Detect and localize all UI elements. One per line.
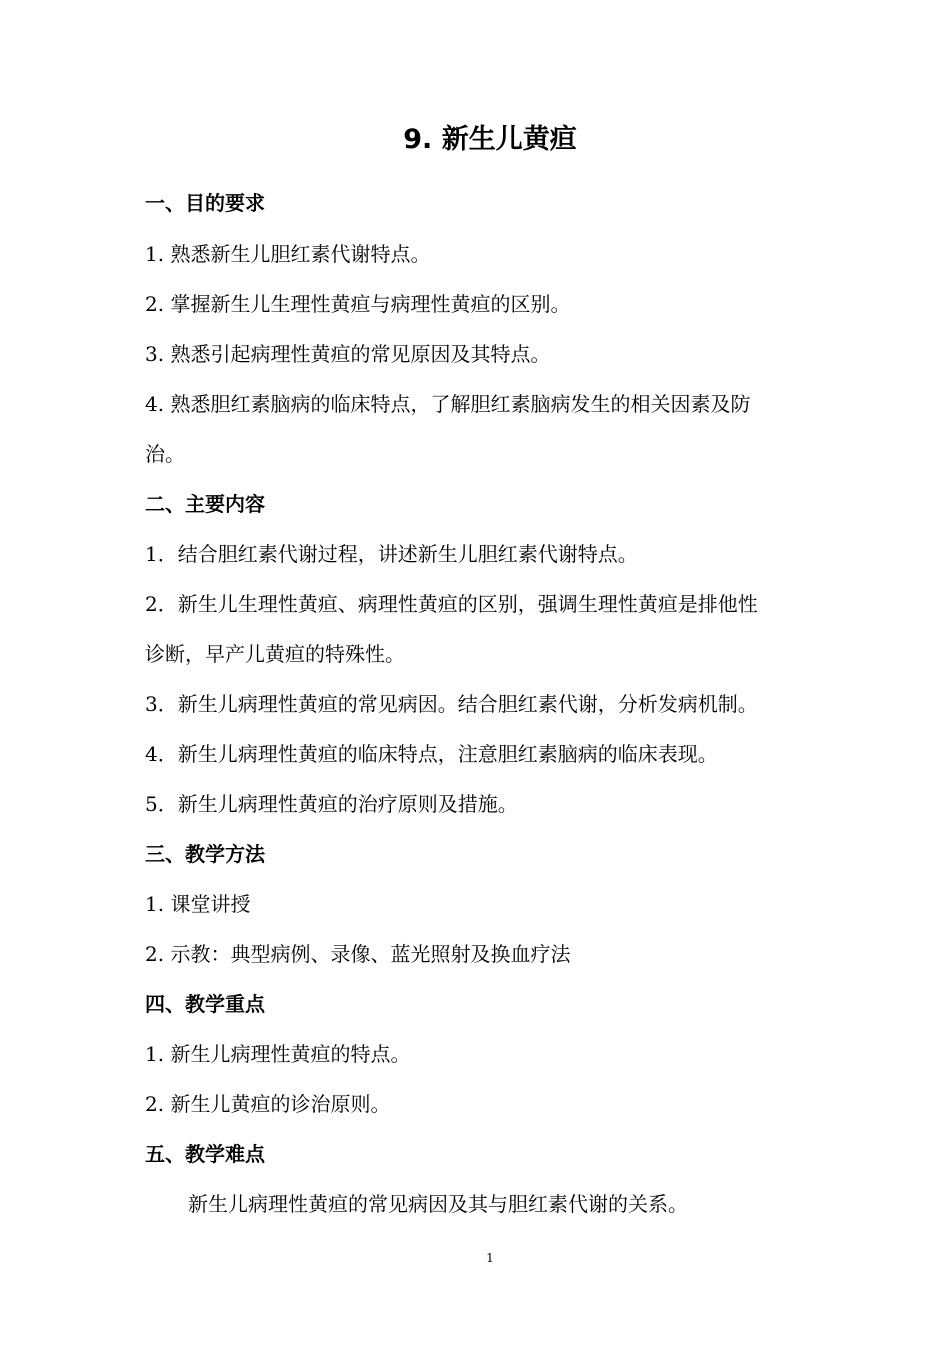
- paragraph-line: 2. 示教：典型病例、录像、蓝光照射及换血疗法: [145, 942, 571, 966]
- section-heading-main-content: 二、主要内容: [145, 492, 265, 516]
- paragraph-line: 诊断，早产儿黄疸的特殊性。: [145, 642, 405, 666]
- paragraph-line: 2. 新生儿黄疸的诊治原则。: [145, 1092, 391, 1116]
- paragraph-line: 4．新生儿病理性黄疸的临床特点，注意胆红素脑病的临床表现。: [145, 742, 718, 766]
- paragraph-line: 1．结合胆红素代谢过程，讲述新生儿胆红素代谢特点。: [145, 542, 638, 566]
- section-heading-teaching-methods: 三、教学方法: [145, 842, 265, 866]
- paragraph-line: 3．新生儿病理性黄疸的常见病因。结合胆红素代谢，分析发病机制。: [145, 692, 758, 716]
- paragraph-line: 2. 掌握新生儿生理性黄疸与病理性黄疸的区别。: [145, 292, 571, 316]
- paragraph-line: 4. 熟悉胆红素脑病的临床特点，了解胆红素脑病发生的相关因素及防: [145, 392, 751, 416]
- page-number: 1: [486, 1251, 494, 1265]
- document-title: 9. 新生儿黄疸: [403, 124, 577, 155]
- paragraph-line: 2．新生儿生理性黄疸、病理性黄疸的区别，强调生理性黄疸是排他性: [145, 592, 758, 616]
- section-heading-key-points: 四、教学重点: [145, 992, 265, 1016]
- paragraph-line: 1. 熟悉新生儿胆红素代谢特点。: [145, 242, 431, 266]
- section-heading-objectives: 一、目的要求: [145, 191, 265, 215]
- paragraph-line: 1. 课堂讲授: [145, 892, 251, 916]
- section-heading-difficulties: 五、教学难点: [145, 1142, 265, 1166]
- paragraph-line: 3. 熟悉引起病理性黄疸的常见原因及其特点。: [145, 342, 551, 366]
- paragraph-line: 治。: [145, 442, 185, 466]
- paragraph-line: 1. 新生儿病理性黄疸的特点。: [145, 1042, 411, 1066]
- paragraph-line: 新生儿病理性黄疸的常见病因及其与胆红素代谢的关系。: [188, 1192, 688, 1216]
- paragraph-line: 5．新生儿病理性黄疸的治疗原则及措施。: [145, 792, 518, 816]
